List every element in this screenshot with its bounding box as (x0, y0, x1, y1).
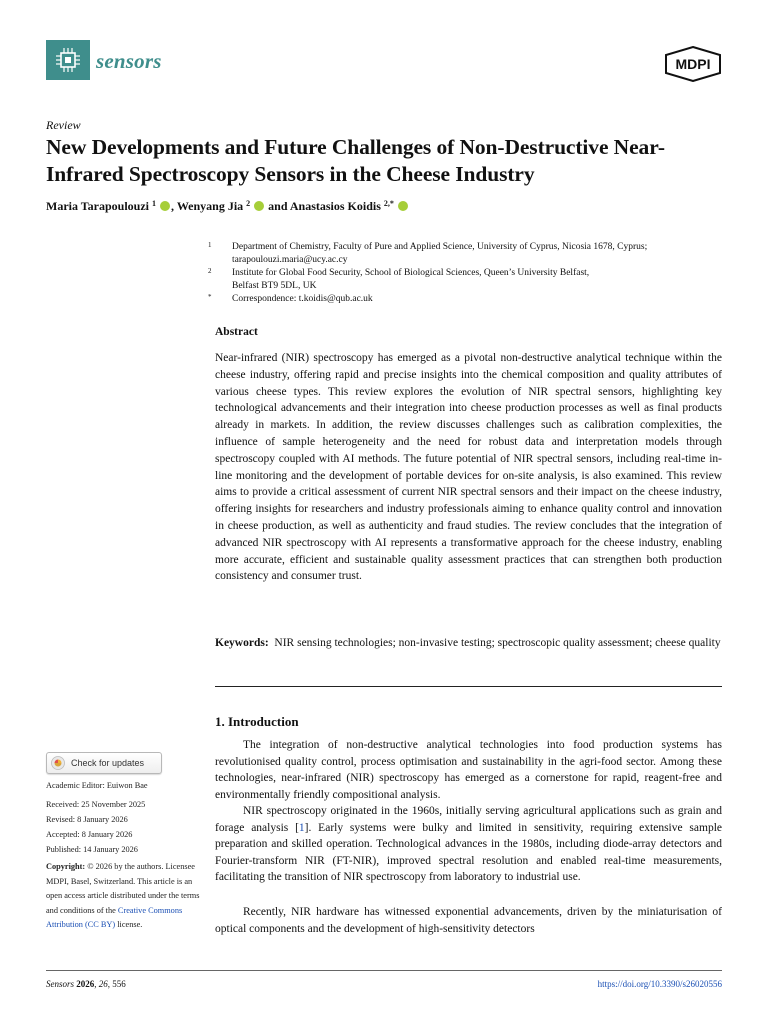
license-end: license. (115, 920, 143, 929)
orcid-icon[interactable] (254, 201, 264, 211)
author-list (46, 199, 409, 214)
affiliation-2 (208, 267, 590, 293)
abstract-heading: Abstract (215, 326, 258, 338)
doi-link[interactable]: https://doi.org/10.3390/s26020556 (597, 979, 722, 989)
journal-citation: Sensors 2026, 26, 556 (46, 979, 126, 989)
keywords-list: NIR sensing technologies; non-invasive testing; spectroscopic quality assessment; cheese quality (274, 637, 721, 649)
author-name[interactable]: Maria Tarapoulouzi (46, 199, 150, 213)
received-date: Received: 25 November 2025 (46, 800, 146, 809)
affiliation-number: 2 (208, 267, 212, 275)
footer-article-number: 556 (112, 979, 126, 989)
author-affiliation-mark: 1 (152, 199, 157, 208)
intro-paragraph-1: The integration of non-destructive analytical technologies into food production systems has revolutionised quality control, process optimisation and sustainability in the agri-food sector. Among these technologies, near-infrared (NIR) spectroscopy has emerged as a cornerstone for rapid, reagent-free and environmentally friendly compositional analysis. (215, 739, 722, 801)
affiliation-line: Department of Chemistry, Faculty of Pure and Applied Science, University of Cyprus, Nicosia 1678, Cyprus; (232, 242, 648, 252)
affiliation-number: 1 (208, 241, 212, 249)
footer-year: 2026 (76, 979, 95, 989)
accepted-date: Accepted: 8 January 2026 (46, 830, 133, 839)
license-link[interactable]: Creative Commons Attribution (CC BY) (46, 905, 183, 929)
section-divider (215, 686, 722, 687)
copyright-text: © 2026 by the authors. Licensee MDPI, Basel, Switzerland. This article is an open access article distributed under the terms and conditions of the (46, 862, 200, 915)
copyright-label: Copyright: (46, 862, 86, 871)
affiliation-line: Institute for Global Food Security, School of Biological Sciences, Queen’s University Belfast, (232, 268, 590, 278)
check-updates-label: Check for updates (71, 758, 145, 768)
author-name[interactable]: Wenyang Jia (176, 199, 244, 213)
correspondence-mark: * (208, 293, 212, 301)
footer-divider (46, 970, 722, 971)
keywords (215, 635, 722, 652)
revised-date: Revised: 8 January 2026 (46, 815, 128, 824)
orcid-icon[interactable] (398, 201, 408, 211)
footer-journal: Sensors (46, 979, 75, 989)
journal-name: sensors (96, 49, 162, 73)
affiliation-line: Belfast BT9 5DL, UK (232, 281, 317, 291)
keywords-label: Keywords: (215, 637, 269, 649)
paragraph-text: ]. Early systems were bulky and limited in sensitivity, requiring extensive sample preparation and skilled operation. Technological advances in the 1980s, including diode-array detectors and Fourier-transform NIR (FT-NIR), improved spectral resolution and enabled real-time measurements, facilitating the transition of NIR spectroscopy from laboratory to industrial use. (215, 821, 722, 884)
footer-volume: 26 (98, 979, 108, 989)
check-for-updates-button[interactable] (46, 752, 162, 774)
published-date: Published: 14 January 2026 (46, 845, 138, 854)
affiliation-1 (208, 241, 648, 267)
article-title: New Developments and Future Challenges of Non-Destructive Near-Infrared Spectroscopy Sensors in the Cheese Industry (46, 135, 665, 186)
article-type: Review (46, 118, 81, 132)
author-separator: and (265, 199, 290, 213)
publisher-logo-text: MDPI (675, 56, 711, 72)
author-affiliation-mark: 2,* (383, 199, 394, 208)
author-separator: , (171, 199, 177, 213)
academic-editor: Academic Editor: Euiwon Bae (46, 781, 148, 790)
abstract-text: Near-infrared (NIR) spectroscopy has emerged as a pivotal non-destructive analytical technique within the cheese industry, offering rapid and precise insights into the chemical composition and quality attributes of various cheese types. This review explores the evolution of NIR spectral sensors, highlighting key technological advancements and their integration into cheese production processes as well as final products already in markets. In addition, the review discusses challenges such as calibration complexities, the influence of sample heterogeneity and the need for robust data and interpretation models through spectroscopy coupled with AI methods. The future potential of NIR spectral sensors, including real-time in-line monitoring and the development of portable devices for on-site analysis, is also examined. This review aims to provide a critical assessment of current NIR spectral sensors and their impact on the cheese industry, offering insights for researchers and industry professionals aiming to enhance quality control and innovation in cheese production, as well as authenticity and fraud studies. The review concludes that the integration of advanced NIR spectroscopy with AI represents a transformative approach for the cheese industry, enabling more accurate, efficient and sustainable quality assessment practices that can strengthen both production consistency and consumer trust. (215, 352, 722, 583)
check-updates-icon (51, 756, 65, 770)
section-heading: 1. Introduction (215, 714, 299, 729)
correspondence-email[interactable]: Correspondence: t.koidis@qub.ac.uk (232, 294, 373, 304)
journal-logo-icon (46, 40, 90, 80)
correspondence (208, 293, 373, 306)
copyright-notice (46, 860, 206, 933)
affiliation-email[interactable]: tarapoulouzi.maria@ucy.ac.cy (232, 255, 348, 265)
author-name[interactable]: Anastasios Koidis (289, 199, 381, 213)
paragraph-text: NIR spectroscopy originated in the 1960s, initially serving agricultural applications such as grain and forage analysis [ (215, 805, 722, 834)
citation-link[interactable]: 1 (298, 821, 305, 834)
publisher-logo (664, 46, 722, 82)
intro-paragraph-3: Recently, NIR hardware has witnessed exponential advancements, driven by the miniaturisation of optical components and the development of high-sensitivity detectors (215, 906, 722, 935)
intro-paragraph-2 (215, 803, 722, 886)
author-affiliation-mark: 2 (246, 199, 251, 208)
orcid-icon[interactable] (160, 201, 170, 211)
